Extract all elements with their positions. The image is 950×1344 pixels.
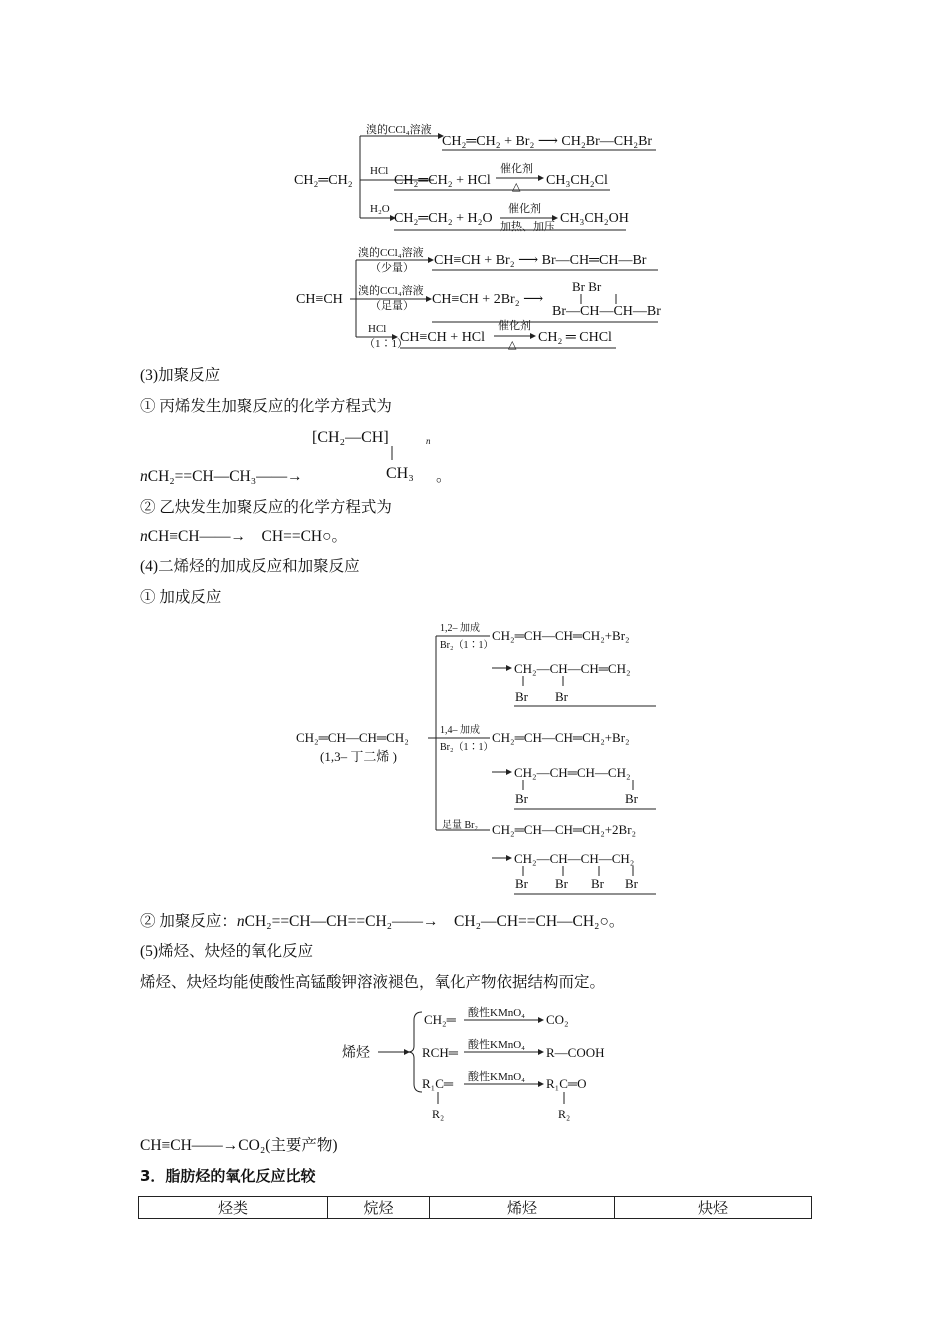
ox-row-2-cond: 酸性KMnO₄ <box>468 1039 526 1051</box>
polymer-chain: [CH₂—CH] <box>312 429 389 446</box>
alkene-label: 烯烃 <box>342 1046 370 1061</box>
acetylene-r3-cond2: △ <box>508 339 517 351</box>
ethylene-r3-rhs: CH₃CH₂OH <box>560 211 629 226</box>
section-4-item-1: ① 加成反应 <box>140 589 222 606</box>
b2-sub-2: Br <box>625 791 638 806</box>
ethylene-r2-cat: 催化剂 <box>500 163 533 175</box>
section-3-heading: (3)加聚反应 <box>140 367 221 384</box>
acetylene-r3-cond-sub: （1∶1） <box>364 338 408 350</box>
acetylene-r1-cond: 溴的CCl₄溶液 <box>358 247 424 259</box>
ethylene-r2-rhs: CH₃CH₂Cl <box>546 173 608 188</box>
b1-cond-2: Br₂（1∶1） <box>440 640 494 651</box>
section-3-item-1: ① 丙烯发生加聚反应的化学方程式为 <box>140 398 392 415</box>
ethylene-r2-cond: HCl <box>370 165 389 177</box>
b1-cond-1: 1,2– 加成 <box>440 623 480 634</box>
acetylene-r3-cat: 催化剂 <box>498 320 531 332</box>
table-header-cell: 烷烃 <box>328 1197 430 1219</box>
polymer-substituent: CH₃ <box>386 465 414 482</box>
b1-sub-2: Br <box>555 689 568 704</box>
alkene-oxidation-diagram <box>338 1004 628 1124</box>
ethylene-r3-cat: 催化剂 <box>508 203 541 215</box>
ox-row-1-cond: 酸性KMnO₄ <box>468 1007 526 1019</box>
b3-rhs: CH₂—CH—CH—CH₂ <box>514 851 635 866</box>
b3-sub-1: Br <box>515 876 528 891</box>
ethylene-r3-cond2: 加热、加压 <box>500 221 555 233</box>
b3-sub-2: Br <box>555 876 568 891</box>
propylene-equation <box>140 467 303 487</box>
item2-n: n <box>236 913 245 930</box>
ox-row-3-lhs: R₁C═ <box>422 1076 454 1091</box>
b2-sub-1: Br <box>515 791 528 806</box>
ox-row-2-rhs: R—COOH <box>546 1045 605 1060</box>
table-header-cell: 烃类 <box>139 1197 328 1219</box>
section-4-item-2 <box>140 912 624 932</box>
section-4-heading: (4)二烯烃的加成反应和加聚反应 <box>140 558 360 575</box>
addition-reactions-diagram <box>280 118 680 358</box>
ox-row-3-rhs: R₁C═O <box>546 1076 587 1091</box>
section-3-item-2: ② 乙炔发生加聚反应的化学方程式为 <box>140 499 392 516</box>
eq1-n: n <box>140 468 148 485</box>
item2-equation: CH₂==CH—CH==CH₂——→ CH₂—CH==CH—CH₂○。 <box>244 913 625 930</box>
section-5-text: 烯烃、炔烃均能使酸性高锰酸钾溶液褪色，氧化产物依据结构而定。 <box>140 974 606 991</box>
ox-row-1-rhs: CO₂ <box>546 1012 569 1027</box>
eq1-text: CH₂==CH—CH₃——→ <box>147 468 303 485</box>
ethylene-r1-cond: 溴的CCl₄溶液 <box>366 124 432 136</box>
eq2-n: n <box>140 528 148 545</box>
oxidation-comparison-table <box>138 1196 812 1219</box>
b3-lhs: CH₂═CH—CH═CH₂+2Br₂ <box>492 822 637 837</box>
b1-sub-1: Br <box>515 689 528 704</box>
b3-sub-4: Br <box>625 876 638 891</box>
eq2-text: CH≡CH——→ CH==CH○。 <box>147 528 347 545</box>
acetylene-r2-cond-sub: （足量） <box>370 300 414 312</box>
acetylene-r1-cond-sub: （少量） <box>370 262 414 274</box>
b1-rhs: CH₂—CH—CH═CH₂ <box>514 661 631 676</box>
ox-row-3-sub-right: R₂ <box>558 1107 571 1121</box>
acetylene-r3-rhs: CH₂ ═ CHCl <box>538 330 612 345</box>
ox-row-1-lhs: CH₂═ <box>424 1012 456 1027</box>
b3-sub-3: Br <box>591 876 604 891</box>
table-header-cell: 烯烃 <box>430 1197 615 1219</box>
section-3-comparison-heading: 3．脂肪烃的氧化反应比较 <box>140 1167 316 1185</box>
butadiene-addition-diagram <box>290 618 670 903</box>
item2-label: ② 加聚反应： <box>140 913 237 930</box>
acetylene-polymer-equation <box>140 527 347 547</box>
ethylene-r3-cond: H₂O <box>370 203 390 215</box>
b2-cond-1: 1,4– 加成 <box>440 725 480 736</box>
alkyne-oxidation-line: CH≡CH——→CO₂(主要产物) <box>140 1137 338 1154</box>
ethylene-r2-cond2: △ <box>512 181 521 193</box>
polymer-n: n <box>426 436 431 446</box>
acetylene-r3-cond: HCl <box>368 323 387 335</box>
table-header-cell: 炔烃 <box>615 1197 812 1219</box>
acetylene-r3-lhs: CH≡CH + HCl <box>400 330 486 345</box>
acetylene-r1-eq: CH≡CH + Br₂ ⟶ Br—CH═CH—Br <box>434 253 647 268</box>
acetylene-reactant: CH≡CH <box>296 292 343 307</box>
ox-row-3-cond: 酸性KMnO₄ <box>468 1071 526 1083</box>
ethylene-r1-eq: CH₂═CH₂ + Br₂ ⟶ CH₂Br—CH₂Br <box>442 134 653 149</box>
ox-row-3-sub-left: R₂ <box>432 1107 445 1121</box>
butadiene-reactant: CH₂═CH—CH═CH₂ <box>296 730 409 745</box>
acetylene-r2-lhs: CH≡CH + 2Br₂ ⟶ <box>432 292 544 307</box>
ox-row-2-lhs: RCH═ <box>422 1045 458 1060</box>
b1-lhs: CH₂═CH—CH═CH₂+Br₂ <box>492 628 630 643</box>
eq1-end: 。 <box>436 468 452 485</box>
section-5-heading: (5)烯烃、炔烃的氧化反应 <box>140 943 314 960</box>
acetylene-r2-top: Br Br <box>572 279 602 294</box>
b2-cond-2: Br₂（1∶1） <box>440 742 494 753</box>
table-header-row <box>139 1197 812 1219</box>
b2-lhs: CH₂═CH—CH═CH₂+Br₂ <box>492 730 630 745</box>
ethylene-r2-lhs: CH₂═CH₂ + HCl <box>394 173 491 188</box>
acetylene-r2-cond: 溴的CCl₄溶液 <box>358 285 424 297</box>
butadiene-name: (1,3– 丁二烯 ) <box>320 749 397 764</box>
acetylene-r2-rhs: Br—CH—CH—Br <box>552 304 661 319</box>
ethylene-reactant: CH₂═CH₂ <box>294 173 353 188</box>
oxidation-brace <box>408 1012 422 1092</box>
b3-cond: 足量 Br₂ <box>442 820 478 831</box>
ethylene-r3-lhs: CH₂═CH₂ + H₂O <box>394 211 493 226</box>
b2-rhs: CH₂—CH═CH—CH₂ <box>514 765 631 780</box>
